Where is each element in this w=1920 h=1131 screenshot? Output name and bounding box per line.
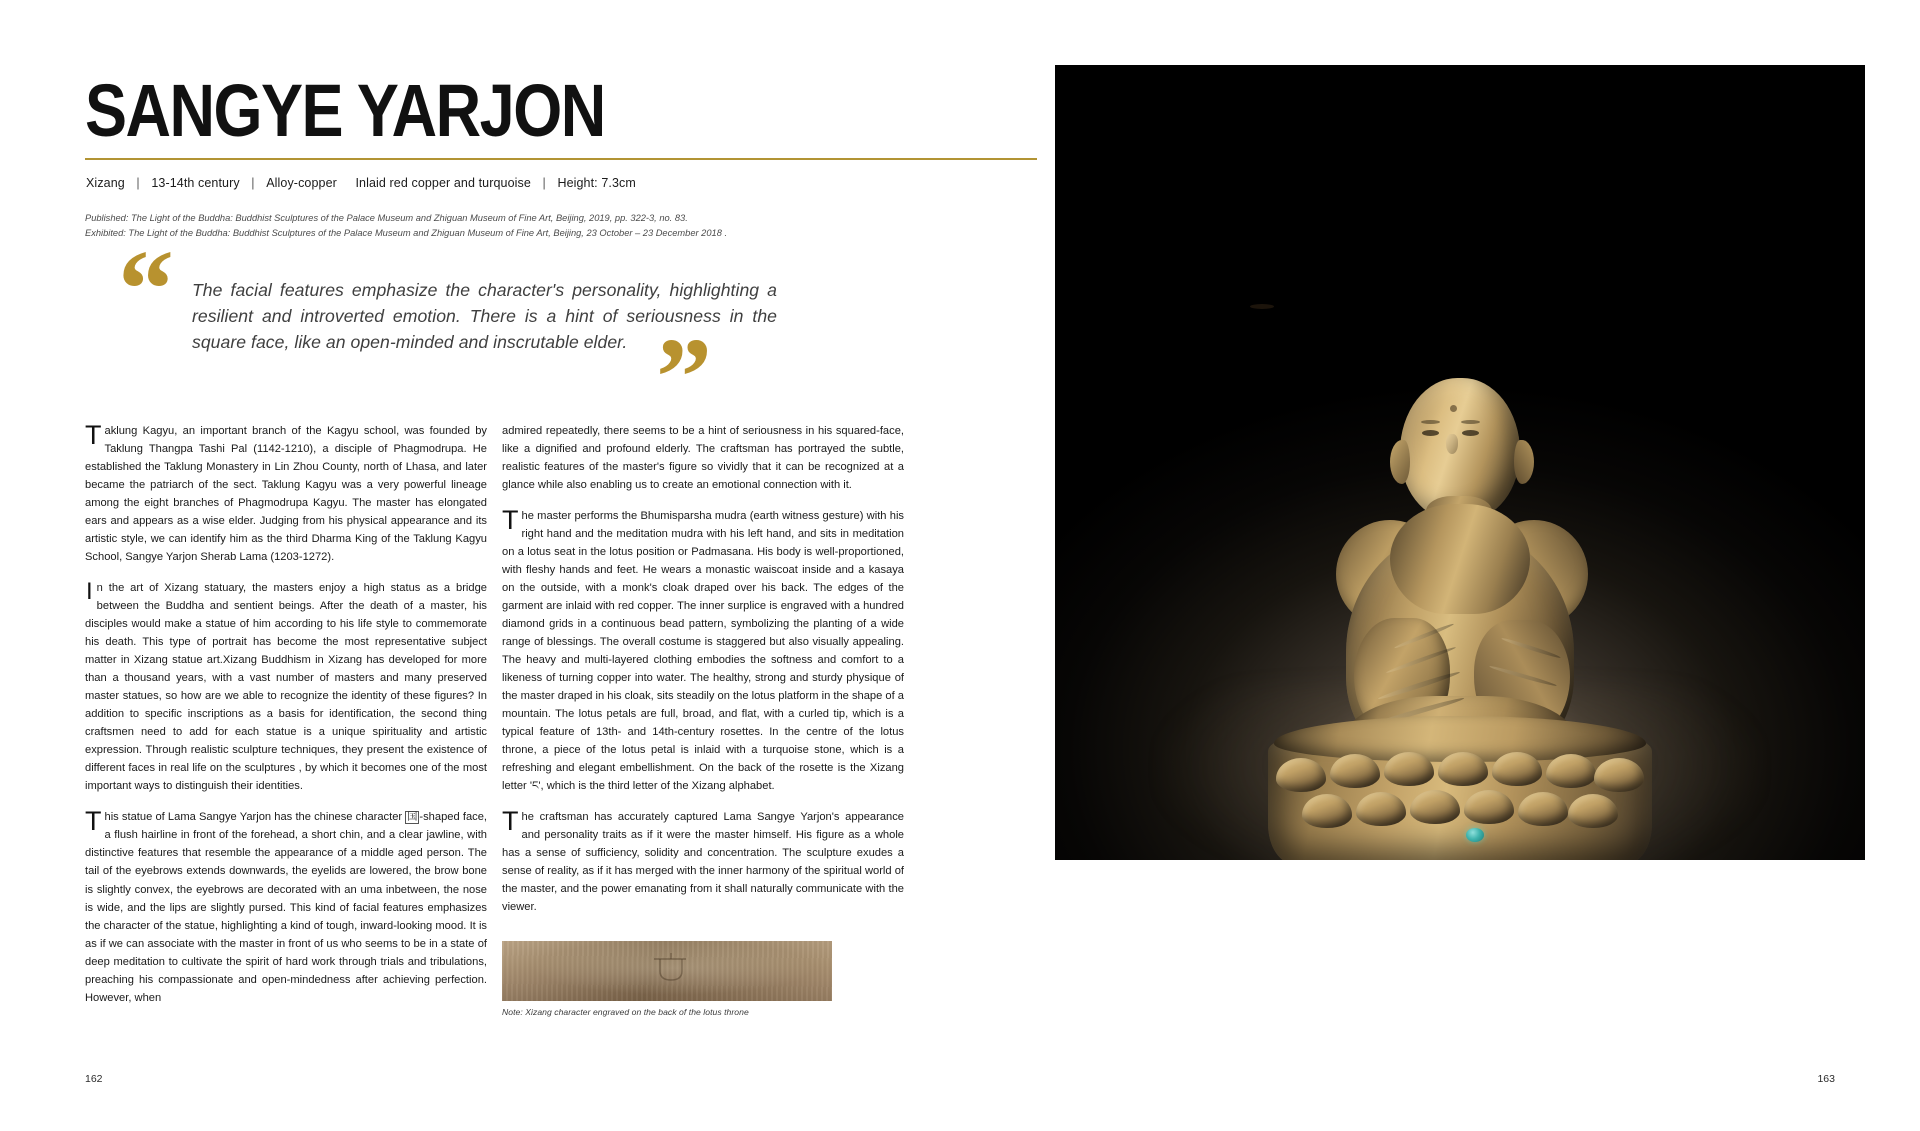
meta-separator: |: [136, 176, 140, 190]
published-line: Published: The Light of the Buddha: Buddhist Sculptures of the Palace Museum and Zhiguan Museum of Fine Art, Beijing, 2019, pp. 322-3, no. 83.: [85, 213, 688, 223]
lotus-petal: [1330, 754, 1380, 788]
paragraph-text: admired repeatedly, there seems to be a hint of seriousness in his squared-face, like a dignified and profound elderly. The craftsman has portrayed the subtle, realistic features of the master's figure so vividly that it can be recognized at a glance while also enabling us to create an emotional connection with it.: [502, 425, 904, 492]
page-title: SANGYE YARJON: [85, 70, 605, 153]
exhibited-line: Exhibited: The Light of the Buddha: Buddhist Sculptures of the Palace Museum and Zhiguan Museum of Fine Art, Beijing, 23 October – 23 December 2018 .: [85, 228, 728, 239]
title-underline-rule: [85, 158, 1037, 160]
drop-cap: I: [86, 578, 93, 606]
drop-cap: T: [85, 420, 102, 450]
pull-quote-text: The facial features emphasize the character's personality, highlighting a resilient and introverted emotion. There is a hint of seriousness in the square face, like an open-minded and inscrutable elder.: [192, 280, 777, 352]
inset-figure-caption: Note: Xizang character engraved on the back of the lotus throne: [502, 1007, 749, 1017]
object-metadata-line: [85, 176, 637, 190]
lotus-petal: [1438, 752, 1488, 786]
provenance-block: [85, 211, 985, 241]
drop-cap: T: [502, 806, 519, 837]
paragraph: [85, 808, 487, 1006]
body-column-1: [85, 422, 487, 1062]
drop-cap: T: [85, 806, 102, 837]
paragraph-text: n the art of Xizang statuary, the masters enjoy a high status as a bridge between the Buddha and sentient beings. After the death of a master, his disciples would make a statue of him according to his life style to commemorate his death. This type of portrait has become the most representative subject matter in Xizang statue art.Xizang Buddhism in Xizang has developed for more than a thousand years, with a vast number of masters and many preserved master statues, so how are we able to recognize the identity of these figures? In addition to specific inscriptions as a basis for identification, the second thing craftsmen need to add for each statue is a unique spirituality and artistic expression. Through realistic sculpture techniques, they present the existence of different faces in real life on the sculptures , by which it becomes one of the most important ways to distinguish their identities.: [85, 582, 487, 793]
drop-cap: T: [502, 505, 519, 536]
title-block: [85, 70, 965, 153]
paragraph: [502, 507, 904, 795]
paragraph: [502, 422, 904, 494]
meta-separator: |: [542, 176, 546, 190]
folio-right: 163: [1817, 1073, 1835, 1085]
lotus-petal: [1384, 752, 1434, 786]
detail-photo-engraved-character: [502, 941, 832, 1001]
paragraph-text-before-glyph: his statue of Lama Sangye Yarjon has the chinese character: [104, 811, 406, 824]
engraved-xizang-letter-icon: [650, 951, 692, 987]
ear-right: [1514, 440, 1534, 484]
chinese-character-glyph: 国: [407, 812, 418, 824]
lotus-petal: [1464, 790, 1514, 824]
lotus-petal: [1518, 792, 1568, 826]
lotus-throne-base: [1268, 742, 1652, 861]
urna: [1450, 405, 1457, 412]
meta-material: Alloy-copper: [266, 176, 337, 190]
eye-right: [1462, 430, 1479, 436]
lotus-petal: [1276, 758, 1326, 792]
quote-close-icon: ”: [656, 315, 712, 440]
meta-origin: Xizang: [86, 176, 125, 190]
eyebrow-right: [1461, 420, 1480, 424]
mouth: [1250, 304, 1274, 309]
meta-separator: |: [251, 176, 255, 190]
paragraph: [85, 579, 487, 795]
paragraph-text: aklung Kagyu, an important branch of the Kagyu school, was founded by Taklung Thangpa Tashi Pal (1142-1210), a disciple of Phagmodrupa. He established the Taklung Monastery in Lin Zhou County, north of Lhasa, and later became the patriarch of the sect. Taklung Kagyu was a very powerful lineage among the eight branches of Phagmodrupa Kagyu. The master has elongated ears and appears as a wise elder. Judging from his physical appearance and its artistic style, we can identify him as the third Dharma King of the Taklung Kagyu School, Sangye Yarjon Sherab Lama (1203-1272).: [85, 425, 487, 564]
meta-height: Height: 7.3cm: [557, 176, 636, 190]
paragraph: [85, 422, 487, 566]
eyebrow-left: [1421, 420, 1440, 424]
lotus-petal: [1546, 754, 1596, 788]
paragraph-text: he master performs the Bhumisparsha mudra (earth witness gesture) with his right hand and the meditation mudra with his left hand, and sits in meditation on a lotus seat in the lotus position or Padmasana. His body is well-proportioned, with fleshy hands and feet. He wears a monastic waiscoat inside and a kasaya on the outside, with a monk's cloak draped over his back. The edges of the garment are inlaid with red copper. The inner surplice is engraved with a hundred diamond grids in a continuous bead pattern, symbolizing the planting of a wide range of blessings. The overall costume is staggered but also visually appealing. The heavy and multi-layered clothing embodies the softness and comfort to a likeness of turning copper into water. The healthy, strong and sturdy physique of the master draped in his cloak, sits steadily on the lotus platform in the shape of a mountain. The lotus petals are full, broad, and flat, with a curled tip, which is a typical feature of 13th- and 14th-century rosettes. In the centre of the lotus throne, a piece of the lotus petal is inlaid with a turquoise stone, which is a refreshing and elegant embellishment. On the back of the rosette is the Xizang letter 'ང', which is the third letter of the Xizang alphabet.: [502, 510, 904, 793]
lotus-petal: [1568, 794, 1618, 828]
paragraph-text: he craftsman has accurately captured Lama Sangye Yarjon's appearance and personality traits as if it were the master himself. His figure as a whole has a sense of sufficiency, solidity and concentration. The sculpture exudes a sense of reality, as if it has merged with the inner harmony of the spiritual world of the master, and the power emanating from it shall naturally communicate with the viewer.: [502, 811, 904, 914]
folio-left: 162: [85, 1073, 103, 1085]
body-columns: [85, 422, 980, 1062]
paragraph-text-after-glyph: -shaped face, a flush hairline in front of the forehead, a short chin, and a clear jawline, with distinctive features that resemble the appearance of a middle aged person. The tail of the eyebrows extends downwards, the eyelids are lowered, the brow bone is slightly convex, the eyebrows are decorated with an uma inbetween, the nose is wide, and the lips are slightly pursed. This kind of facial features emphasizes the character of the statue, highlighting a kind of tough, inward-looking mood. It is as if we can associate with the master in front of us who seems to be in a state of deep meditation to cultivate the spirit of hard work through trials and tribulations, preaching his compassionate and open-mindedness after achieving perfection. However, when: [85, 811, 487, 1004]
lotus-petal: [1594, 758, 1644, 792]
meta-period: 13-14th century: [151, 176, 240, 190]
nose: [1446, 434, 1458, 454]
chest: [1390, 504, 1530, 614]
ear-left: [1390, 440, 1410, 484]
inset-figure: [502, 941, 832, 1017]
bronze-seated-lama-sculpture-photograph: [1055, 65, 1865, 860]
meta-inlay: Inlaid red copper and turquoise: [355, 176, 531, 190]
lotus-petal: [1356, 792, 1406, 826]
quote-open-icon: “: [118, 228, 174, 352]
eye-left: [1422, 430, 1439, 436]
right-page: [1055, 0, 1920, 1131]
lotus-petal: [1302, 794, 1352, 828]
lotus-petal: [1410, 790, 1460, 824]
turquoise-inlay: [1466, 828, 1484, 842]
sculpture-figure: [1250, 304, 1670, 861]
paragraph: [502, 808, 904, 916]
lotus-petal: [1492, 752, 1542, 786]
